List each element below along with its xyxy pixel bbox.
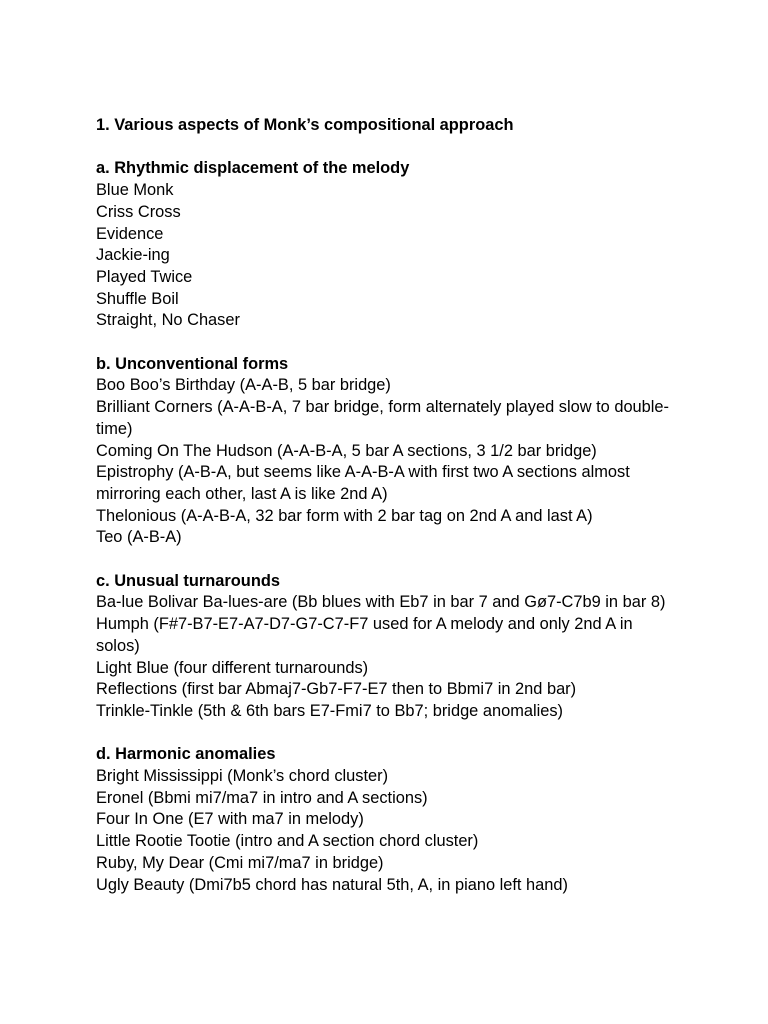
list-item: Ruby, My Dear (Cmi mi7/ma7 in bridge) xyxy=(96,853,384,872)
list-item: Four In One (E7 with ma7 in melody) xyxy=(96,810,364,829)
document-title: 1. Various aspects of Monk’s compositional approach xyxy=(96,116,514,134)
section-heading: d. Harmonic anomalies xyxy=(96,745,276,764)
list-item: Humph (F#7-B7-E7-A7-D7-G7-C7-F7 used for A melody and only 2nd A in solos) xyxy=(96,615,633,655)
tune-list xyxy=(96,180,676,332)
section-harmonic-anomalies xyxy=(96,744,676,896)
section-heading: a. Rhythmic displacement of the melody xyxy=(96,159,410,178)
list-item: Trinkle-Tinkle (5th & 6th bars E7-Fmi7 to Bb7; bridge anomalies) xyxy=(96,701,564,720)
list-item: Brilliant Corners (A-A-B-A, 7 bar bridge, form alternately played slow to double-time) xyxy=(96,398,670,438)
list-item: Shuffle Boil xyxy=(96,289,179,308)
list-item: Criss Cross xyxy=(96,202,181,221)
section-heading: b. Unconventional forms xyxy=(96,354,289,373)
list-item: Light Blue (four different turnarounds) xyxy=(96,658,369,677)
list-item: Coming On The Hudson (A-A-B-A, 5 bar A sections, 3 1/2 bar bridge) xyxy=(96,441,597,460)
list-item: Straight, No Chaser xyxy=(96,311,240,330)
section-heading: c. Unusual turnarounds xyxy=(96,571,280,590)
list-item: Evidence xyxy=(96,224,164,243)
list-item: Jackie-ing xyxy=(96,246,170,265)
list-item: Epistrophy (A-B-A, but seems like A-A-B-A with first two A sections almost mirroring each other, last A is like 2nd A) xyxy=(96,463,630,503)
tune-list xyxy=(96,375,676,549)
list-item: Boo Boo’s Birthday (A-A-B, 5 bar bridge) xyxy=(96,376,391,395)
list-item: Blue Monk xyxy=(96,181,174,200)
list-item: Eronel (Bbmi mi7/ma7 in intro and A sections) xyxy=(96,788,428,807)
tune-list xyxy=(96,592,676,722)
section-unusual-turnarounds xyxy=(96,571,676,723)
section-unconventional-forms xyxy=(96,354,676,549)
list-item: Ugly Beauty (Dmi7b5 chord has natural 5th, A, in piano left hand) xyxy=(96,875,568,894)
list-item: Played Twice xyxy=(96,267,193,286)
tune-list xyxy=(96,766,676,896)
list-item: Ba-lue Bolivar Ba-lues-are (Bb blues with Eb7 in bar 7 and Gø7-C7b9 in bar 8) xyxy=(96,593,666,612)
list-item: Thelonious (A-A-B-A, 32 bar form with 2 bar tag on 2nd A and last A) xyxy=(96,506,593,525)
list-item: Little Rootie Tootie (intro and A section chord cluster) xyxy=(96,832,479,851)
list-item: Teo (A-B-A) xyxy=(96,528,182,547)
document-page xyxy=(96,115,676,896)
list-item: Reflections (first bar Abmaj7-Gb7-F7-E7 then to Bbmi7 in 2nd bar) xyxy=(96,680,577,699)
section-rhythmic-displacement xyxy=(96,158,676,332)
list-item: Bright Mississippi (Monk’s chord cluster) xyxy=(96,767,389,786)
